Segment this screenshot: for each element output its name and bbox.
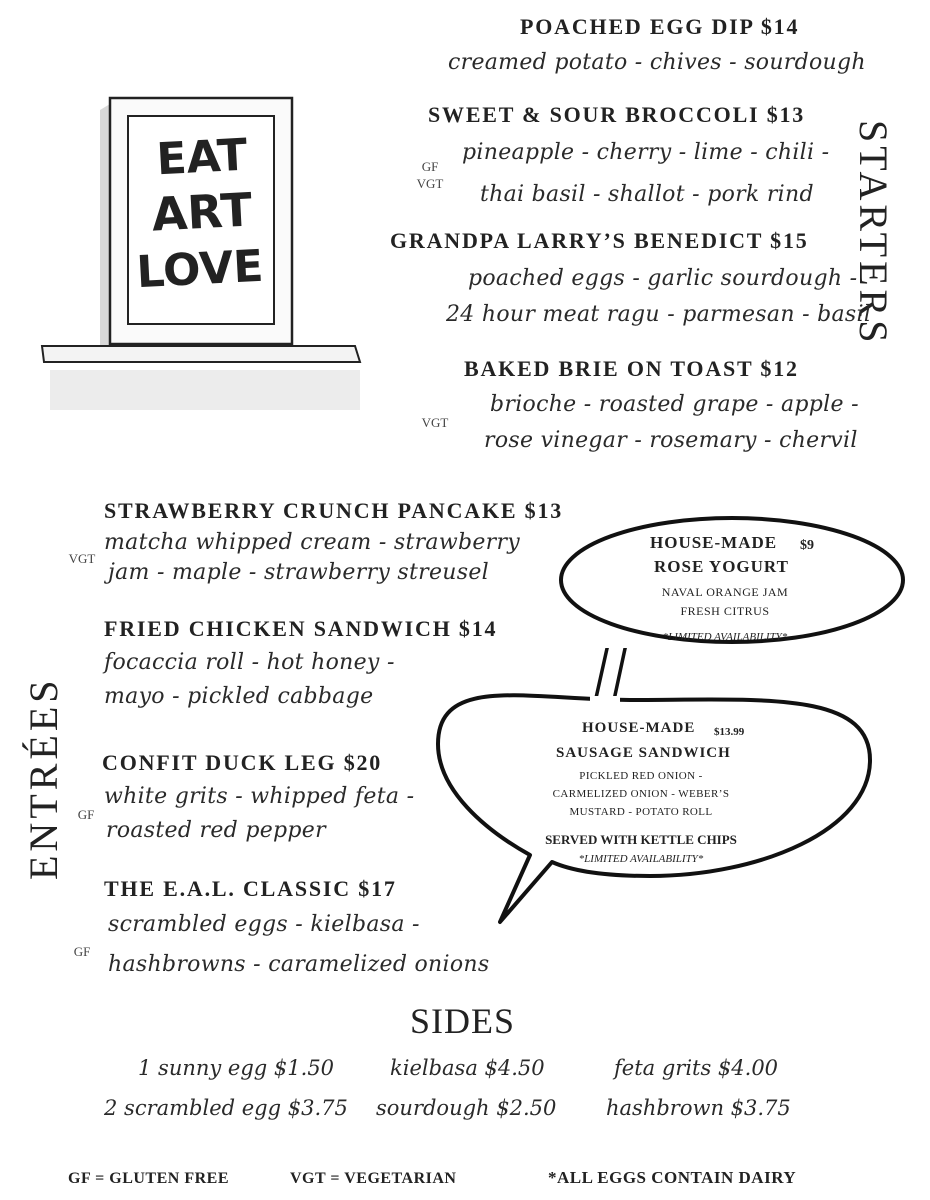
sausage-desc-line: CARMELIZED ONION - WEBER’S	[552, 788, 730, 800]
yogurt-title-line2: ROSE YOGURT	[654, 557, 789, 576]
starter-desc-line: brioche - roasted grape - apple -	[490, 392, 859, 417]
entree-desc-line: mayo - pickled cabbage	[104, 684, 374, 709]
sides-title: SIDES	[410, 1001, 516, 1041]
yogurt-title-line1: HOUSE-MADE	[650, 533, 778, 552]
starter-desc-line: 24 hour meat ragu - parmesan - basil	[446, 302, 872, 327]
entree-desc-line: hashbrowns - caramelized onions	[108, 952, 490, 977]
starter-desc-line: thai basil - shallot - pork rind	[480, 182, 814, 207]
side-item: 2 scrambled egg $3.75	[104, 1096, 348, 1120]
dietary-tag: GF	[77, 807, 95, 822]
dietary-tag: GF VGT	[416, 159, 444, 191]
legend-gluten-free: GF = GLUTEN FREE	[68, 1170, 229, 1187]
legend-dairy-note: *ALL EGGS CONTAIN DAIRY	[548, 1168, 797, 1187]
sausage-price: $13.99	[714, 726, 745, 738]
entree-desc-line: focaccia roll - hot honey -	[104, 650, 395, 675]
legend-vegetarian: VGT = VEGETARIAN	[290, 1170, 457, 1187]
entree-desc-line: scrambled eggs - kielbasa -	[108, 912, 420, 937]
side-item: sourdough $2.50	[376, 1096, 557, 1120]
entrees-section-label: ENTRÉES	[21, 676, 66, 880]
entree-desc-line: matcha whipped cream - strawberry	[104, 530, 521, 555]
dietary-tag: VGT	[68, 551, 96, 566]
entree-title-fried-chicken-sandwich: FRIED CHICKEN SANDWICH $14	[104, 616, 498, 641]
entree-desc-line: jam - maple - strawberry streusel	[108, 560, 489, 585]
side-item: feta grits $4.00	[614, 1056, 779, 1080]
yogurt-price: $9	[800, 538, 814, 553]
entree-title-confit-duck-leg: CONFIT DUCK LEG $20	[102, 750, 383, 775]
eat-art-love-poster	[30, 90, 370, 420]
entree-title-eal-classic: THE E.A.L. CLASSIC $17	[104, 876, 397, 901]
sausage-desc-line: PICKLED RED ONION -	[579, 770, 703, 782]
entree-desc-line: roasted red pepper	[106, 818, 326, 843]
starter-desc-line: rose vinegar - rosemary - chervil	[484, 428, 858, 453]
sausage-desc-line: MUSTARD - POTATO ROLL	[569, 806, 713, 818]
sausage-title-line1: HOUSE-MADE	[582, 720, 696, 736]
dietary-tag: VGT	[421, 415, 449, 430]
starter-desc-line: poached eggs - garlic sourdough -	[468, 266, 858, 291]
yogurt-desc-line: FRESH CITRUS	[680, 604, 770, 618]
poster-word-art: ART	[150, 182, 254, 242]
starter-title-grandpa-larrys-benedict: GRANDPA LARRY’S BENEDICT $15	[390, 228, 809, 253]
side-item: kielbasa $4.50	[390, 1056, 545, 1080]
sausage-availability-note: *LIMITED AVAILABILITY*	[578, 853, 704, 865]
starter-title-sweet-sour-broccoli: SWEET & SOUR BROCCOLI $13	[428, 102, 806, 127]
yogurt-availability-note: *LIMITED AVAILABILITY*	[662, 631, 788, 643]
starter-title-baked-brie: BAKED BRIE ON TOAST $12	[464, 356, 799, 381]
side-item: 1 sunny egg $1.50	[138, 1056, 335, 1080]
starter-desc-poached-egg-dip: creamed potato - chives - sourdough	[448, 50, 866, 75]
yogurt-desc-line: NAVAL ORANGE JAM	[661, 585, 789, 599]
side-item: hashbrown $3.75	[606, 1096, 791, 1120]
sausage-served-with: SERVED WITH KETTLE CHIPS	[545, 832, 737, 847]
dietary-tag: GF	[73, 944, 91, 959]
poster-word-eat: EAT	[155, 129, 249, 186]
entree-title-strawberry-crunch-pancake: STRAWBERRY CRUNCH PANCAKE $13	[104, 498, 564, 523]
starters-section-label: STARTERS	[851, 120, 896, 347]
sausage-title-line2: SAUSAGE SANDWICH	[556, 745, 731, 761]
poster-word-love: LOVE	[135, 240, 265, 299]
starter-title-poached-egg-dip: POACHED EGG DIP $14	[520, 14, 800, 39]
starter-desc-line: pineapple - cherry - lime - chili -	[462, 140, 830, 165]
entree-desc-line: white grits - whipped feta -	[104, 784, 415, 809]
